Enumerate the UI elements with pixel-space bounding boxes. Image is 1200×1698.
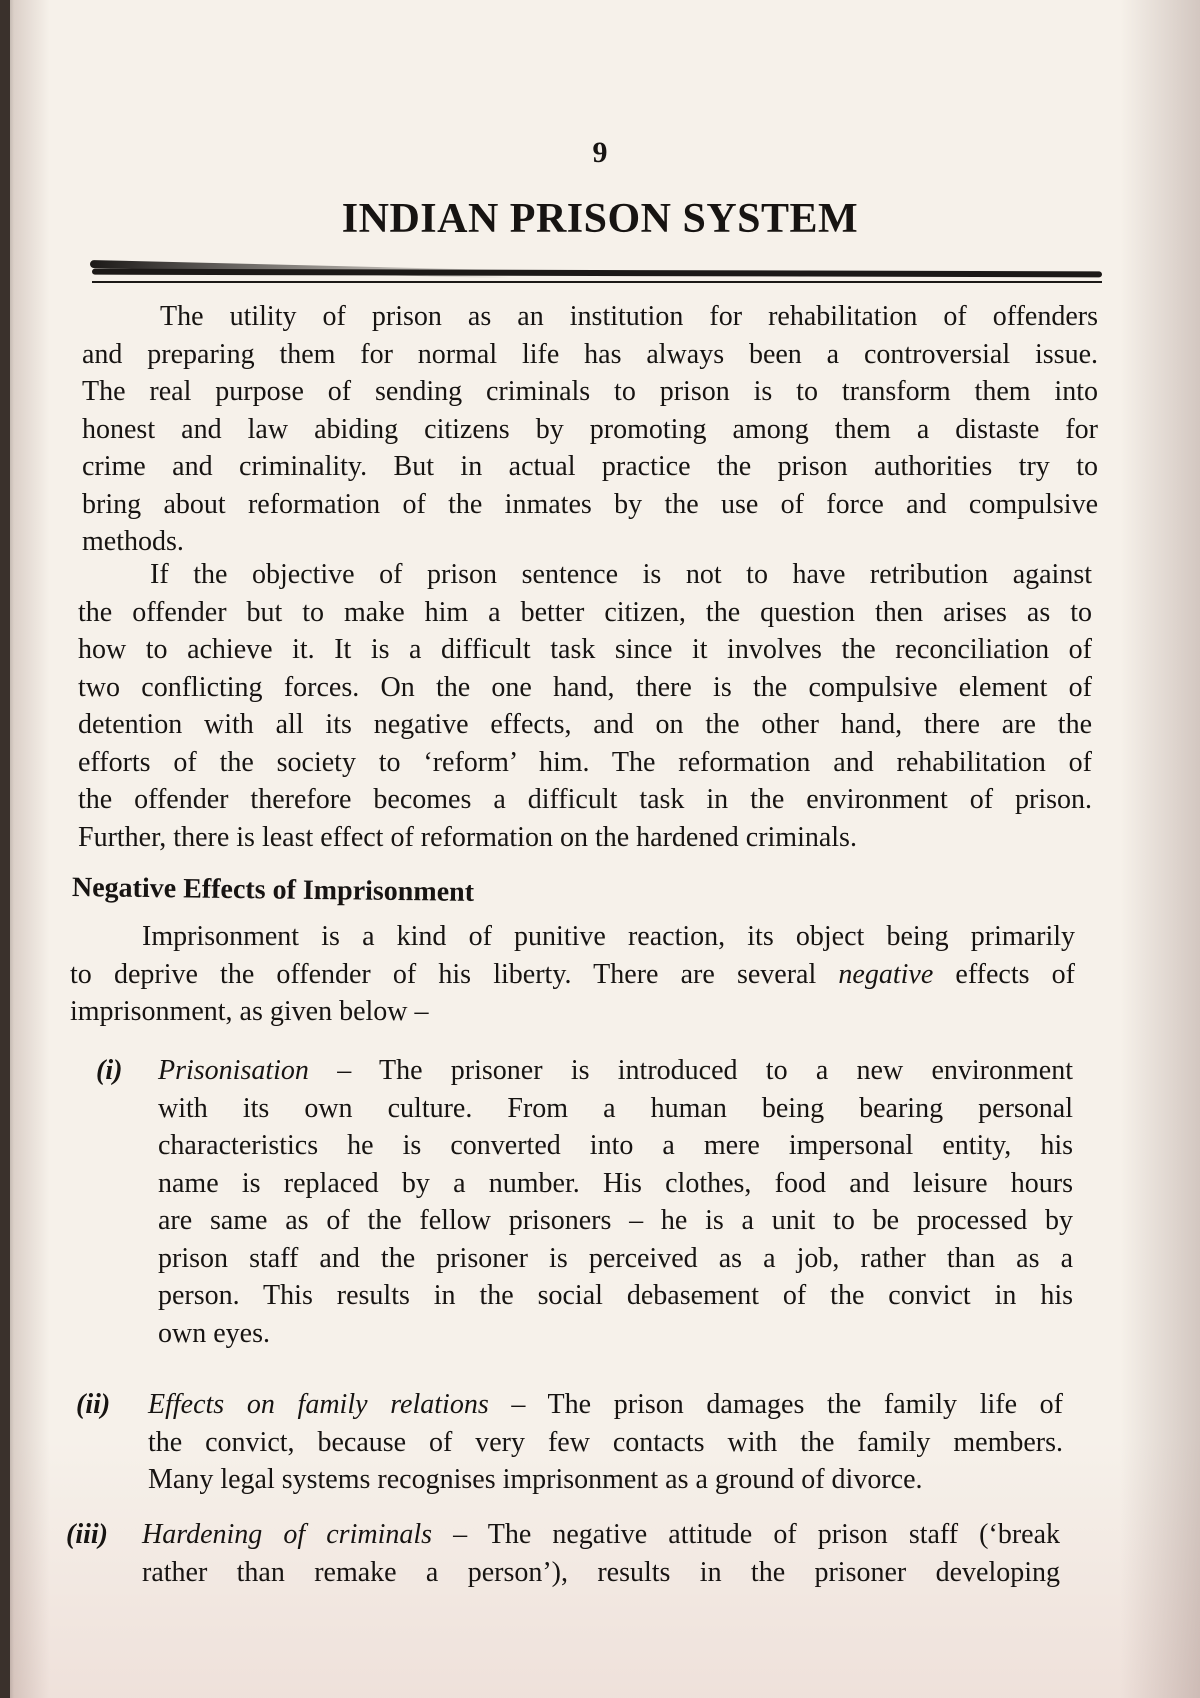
book-spine-shadow (0, 0, 10, 1698)
list-item-first-line (142, 1516, 1060, 1554)
paragraph-line: honest and law abiding citizens by promoting among them a distaste for (82, 413, 1098, 445)
paragraph-line: and preparing them for normal life has always been a controversial issue. (82, 338, 1098, 370)
paragraph-line: methods. (82, 526, 184, 557)
list-item-term: Hardening of criminals (142, 1519, 433, 1550)
list-marker: (iii) (66, 1519, 108, 1550)
list-item-line: name is replaced by a number. His clothes, food and leisure hours (158, 1167, 1073, 1199)
paragraph-objective-of-sentence (78, 556, 1092, 856)
list-item-first-line (158, 1052, 1073, 1090)
paragraph-line: crime and criminality. But in actual practice the prison authorities try to (82, 451, 1098, 482)
paragraph-line: bring about reformation of the inmates by the use of force and compulsive (82, 488, 1098, 520)
list-item-term: Prisonisation (158, 1055, 309, 1086)
paragraph-line: the offender but to make him a better citizen, the question then arises as to (78, 596, 1092, 628)
list-item-line: own eyes. (158, 1317, 270, 1349)
paragraph-line: Further, there is least effect of reformation on the hardened criminals. (78, 821, 857, 853)
paragraph-line: two conflicting forces. On the one hand, there is the compulsive element of (78, 671, 1092, 703)
list-item-text: – The prison damages the family life of (511, 1389, 1063, 1420)
paragraph-line: efforts of the society to ‘reform’ him. The reformation and rehabilitation of (78, 746, 1092, 778)
list-item-body (142, 1516, 1060, 1591)
paragraph-line: Imprisonment is a kind of punitive reaction, its object being primarily (142, 921, 1075, 952)
paragraph-utility-of-prison (82, 298, 1098, 561)
list-item-line: Many legal systems recognises imprisonment as a ground of divorce. (148, 1464, 923, 1495)
paragraph-line: If the objective of prison sentence is not to have retribution against (150, 559, 1092, 590)
paragraph-line: the offender therefore becomes a difficult task in the environment of prison. (78, 784, 1092, 815)
list-marker: (ii) (76, 1389, 111, 1420)
title-rule-thick (92, 269, 1102, 278)
paragraph-line: imprisonment, as given below – (70, 996, 429, 1027)
list-item-line: prison staff and the prisoner is perceived as a job, rather than as a (158, 1242, 1073, 1274)
section-heading: Negative Effects of Imprisonment (71, 872, 475, 908)
emphasis-negative: negative (838, 958, 934, 990)
list-item-line: the convict, because of very few contacts with the family members. (148, 1426, 1063, 1458)
list-item-line: rather than remake a person’), results in the prisoner developing (142, 1556, 1060, 1588)
paragraph-line: The utility of prison as an institution for rehabilitation of offenders (160, 301, 1098, 332)
paragraph-line (70, 956, 1075, 994)
list-marker: (i) (96, 1055, 123, 1086)
list-item-body (158, 1052, 1073, 1352)
paragraph-text: to deprive the offender of his liberty. There are several (70, 958, 817, 990)
paragraph-line: detention with all its negative effects, and on the other hand, there are the (78, 709, 1092, 740)
page-number: 9 (592, 136, 608, 169)
list-item-line: person. This results in the social debasement of the convict in his (158, 1280, 1073, 1311)
paragraph-imprisonment-definition (70, 918, 1075, 1031)
list-item-line: with its own culture. From a human being bearing personal (158, 1092, 1073, 1124)
list-item-term: Effects on family relations (148, 1389, 489, 1420)
title-rule-thin (92, 281, 1102, 283)
list-item-line: are same as of the fellow prisoners – he is a unit to be processed by (158, 1205, 1073, 1236)
paragraph-line: how to achieve it. It is a difficult task since it involves the reconciliation of (78, 634, 1092, 665)
list-item-body (148, 1386, 1063, 1499)
list-item-line: characteristics he is converted into a mere impersonal entity, his (158, 1130, 1073, 1161)
paragraph-line: The real purpose of sending criminals to prison is to transform them into (82, 376, 1098, 407)
list-item-text: – The prisoner is introduced to a new environment (337, 1055, 1073, 1086)
chapter-title: INDIAN PRISON SYSTEM (341, 196, 859, 242)
list-item-text: – The negative attitude of prison staff (‘break (453, 1519, 1060, 1550)
list-item-first-line (148, 1386, 1063, 1424)
paragraph-text: effects of (955, 958, 1076, 990)
